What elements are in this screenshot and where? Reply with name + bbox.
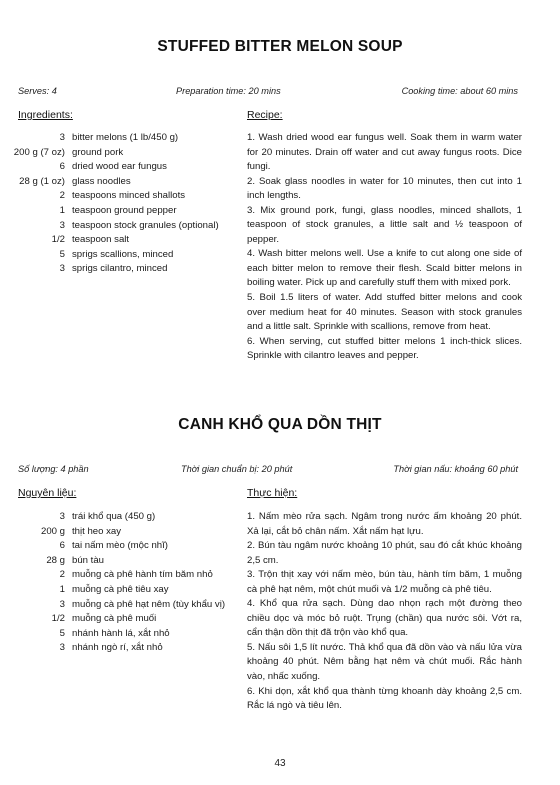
ingredient-qty: 3 bbox=[59, 598, 65, 610]
ingredient-name: muỗng cà phê muối bbox=[72, 613, 157, 625]
ingredient-name: teaspoon salt bbox=[72, 234, 130, 246]
ingredient-row bbox=[0, 612, 240, 627]
ingredient-name: muỗng cà phê hạt nêm (tùy khẩu vị) bbox=[72, 598, 226, 610]
ingredient-row bbox=[0, 248, 240, 263]
ingredient-name: bitter melons (1 lb/450 g) bbox=[72, 132, 179, 143]
ingredients-heading-vietnamese: Nguyên liệu: bbox=[18, 487, 77, 499]
ingredient-row bbox=[0, 627, 240, 642]
ingredient-row bbox=[0, 219, 240, 234]
ingredient-row bbox=[0, 262, 240, 277]
ingredient-name: sprigs scallions, minced bbox=[72, 248, 174, 260]
serves-english: Serves: 4 bbox=[18, 86, 57, 96]
ingredient-qty: 1/2 bbox=[51, 234, 65, 246]
ingredient-name: bún tàu bbox=[72, 554, 105, 566]
ingredient-row bbox=[0, 539, 240, 554]
ingredient-qty: 2 bbox=[59, 569, 65, 581]
recipe-title-vietnamese: CANH KHỔ QUA DỒN THỊT bbox=[178, 416, 382, 433]
ingredient-qty: 28 g bbox=[46, 554, 65, 566]
cook-time-vietnamese: Thời gian nấu: khoảng 60 phút bbox=[393, 464, 518, 474]
ingredient-name: nhánh hành lá, xắt nhỏ bbox=[72, 627, 170, 639]
ingredient-qty: 3 bbox=[59, 263, 65, 275]
ingredient-qty: 3 bbox=[59, 642, 65, 654]
ingredient-qty: 6 bbox=[59, 540, 65, 552]
prep-time-english: Preparation time: 20 mins bbox=[176, 86, 281, 96]
serves-vietnamese: Số lượng: 4 phần bbox=[18, 464, 89, 474]
recipe-step: 4. Khổ qua rửa sạch. Dùng dao nhọn rạch một đường theo chiều dọc và móc bỏ ruột. Trụng (chần) qua nước sôi. Vớt ra, cẩn thận dồn thịt đã trộn vào khổ qua. bbox=[247, 598, 522, 639]
cook-time-english: Cooking time: about 60 mins bbox=[401, 86, 518, 96]
ingredient-name: ground pork bbox=[72, 146, 124, 158]
ingredient-row bbox=[0, 131, 240, 146]
ingredient-qty: 3 bbox=[59, 132, 65, 143]
ingredient-name: sprigs cilantro, minced bbox=[72, 263, 168, 275]
recipe-steps-english bbox=[247, 131, 522, 364]
recipe-step: 6. Khi dọn, xắt khổ qua thành từng khoanh dày khoảng 2,5 cm. Rắc lá ngò và tiêu lên. bbox=[247, 685, 522, 712]
recipe-step: 1. Wash dried wood ear fungus well. Soak them in warm water for 20 minutes. Drain off water and cut away fungus roots. Dice fungi. bbox=[247, 132, 522, 173]
ingredient-row bbox=[0, 554, 240, 569]
ingredient-row bbox=[0, 641, 240, 656]
recipe-step: 3. Mix ground pork, fungi, glass noodles, minced shallots, 1 teaspoon of stock granules, a little salt and ½ teaspoon of pepper. bbox=[247, 204, 522, 245]
prep-time-vietnamese: Thời gian chuẩn bị: 20 phút bbox=[181, 464, 293, 474]
ingredient-name: tai nấm mèo (mộc nhĩ) bbox=[72, 540, 168, 552]
recipe-heading-vietnamese: Thực hiện: bbox=[247, 487, 298, 499]
ingredient-row bbox=[0, 160, 240, 175]
ingredient-qty: 2 bbox=[59, 190, 65, 202]
ingredient-qty: 200 g (7 oz) bbox=[13, 146, 65, 158]
ingredient-name: teaspoons minced shallots bbox=[72, 190, 186, 202]
ingredient-qty: 1 bbox=[59, 583, 65, 595]
recipe-steps-vietnamese bbox=[247, 510, 522, 714]
ingredient-name: thịt heo xay bbox=[72, 525, 122, 537]
page-number: 43 bbox=[274, 758, 286, 769]
ingredient-name: teaspoon ground pepper bbox=[72, 204, 177, 216]
ingredient-list-english bbox=[0, 131, 240, 277]
recipe-title-english: STUFFED BITTER MELON SOUP bbox=[157, 38, 403, 55]
ingredient-name: teaspoon stock granules (optional) bbox=[72, 219, 219, 231]
ingredient-row bbox=[0, 510, 240, 525]
ingredient-qty: 6 bbox=[59, 161, 65, 173]
ingredient-name: glass noodles bbox=[72, 175, 131, 187]
ingredient-name: dried wood ear fungus bbox=[72, 161, 167, 173]
ingredient-row bbox=[0, 175, 240, 190]
recipe-step: 5. Nấu sôi 1,5 lít nước. Thả khổ qua đã dồn vào và nấu lửa vừa khoảng 40 phút. Nêm bằng hạt nêm và chút muối. Rắc hành vào, nhấc xuống. bbox=[247, 641, 522, 683]
ingredient-name: trái khổ qua (450 g) bbox=[72, 511, 156, 522]
ingredient-row bbox=[0, 204, 240, 219]
ingredient-qty: 3 bbox=[59, 511, 65, 522]
ingredient-qty: 200 g bbox=[40, 525, 65, 537]
recipe-step: 1. Nấm mèo rửa sạch. Ngâm trong nước ấm khoảng 20 phút. Xả lại, cắt bỏ chân nấm. Xắt nấm hạt lựu. bbox=[247, 511, 522, 537]
ingredient-qty: 3 bbox=[59, 219, 65, 231]
ingredient-qty: 5 bbox=[59, 248, 65, 260]
ingredient-row bbox=[0, 146, 240, 161]
ingredient-row bbox=[0, 598, 240, 613]
recipe-step: 6. When serving, cut stuffed bitter melons 1 inch-thick slices. Sprinkle with cilantro leaves and pepper. bbox=[247, 335, 522, 362]
ingredients-heading-english: Ingredients: bbox=[18, 109, 73, 121]
recipe-step: 5. Boil 1.5 liters of water. Add stuffed bitter melons and cook over medium heat for 40 minutes. Season with stock granules and a little salt. Sprinkle with scallions, remove from heat. bbox=[247, 292, 522, 333]
recipe-step: 2. Bún tàu ngâm nước khoảng 10 phút, sau đó cắt khúc khoảng 2,5 cm. bbox=[247, 540, 522, 566]
ingredient-qty: 1/2 bbox=[51, 613, 65, 625]
ingredient-row bbox=[0, 525, 240, 540]
ingredient-name: muỗng cà phê tiêu xay bbox=[72, 583, 169, 595]
ingredient-list-vietnamese bbox=[0, 510, 240, 656]
ingredient-row bbox=[0, 568, 240, 583]
ingredient-row bbox=[0, 189, 240, 204]
ingredient-qty: 1 bbox=[59, 204, 65, 216]
ingredient-row bbox=[0, 583, 240, 598]
ingredient-qty: 5 bbox=[59, 627, 65, 639]
ingredient-row bbox=[0, 233, 240, 248]
ingredient-name: nhánh ngò rí, xắt nhỏ bbox=[72, 642, 163, 654]
recipe-step: 3. Trộn thịt xay với nấm mèo, bún tàu, hành tím băm, 1 muỗng cà phê hạt nêm, một chút muối và 1/2 muỗng cà phê tiêu. bbox=[247, 569, 522, 595]
recipe-step: 2. Soak glass noodles in water for 10 minutes, then cut into 1 inch lengths. bbox=[247, 175, 522, 202]
recipe-step: 4. Wash bitter melons well. Use a knife to cut along one side of each bitter melon to remove their flesh. Scald bitter melons in boiling water. Pick up and carefully stuff them with mixed pork. bbox=[247, 248, 522, 289]
ingredient-name: muỗng cà phê hành tím băm nhỏ bbox=[72, 569, 213, 581]
recipe-heading-english: Recipe: bbox=[247, 109, 283, 121]
ingredient-qty: 28 g (1 oz) bbox=[19, 175, 65, 187]
